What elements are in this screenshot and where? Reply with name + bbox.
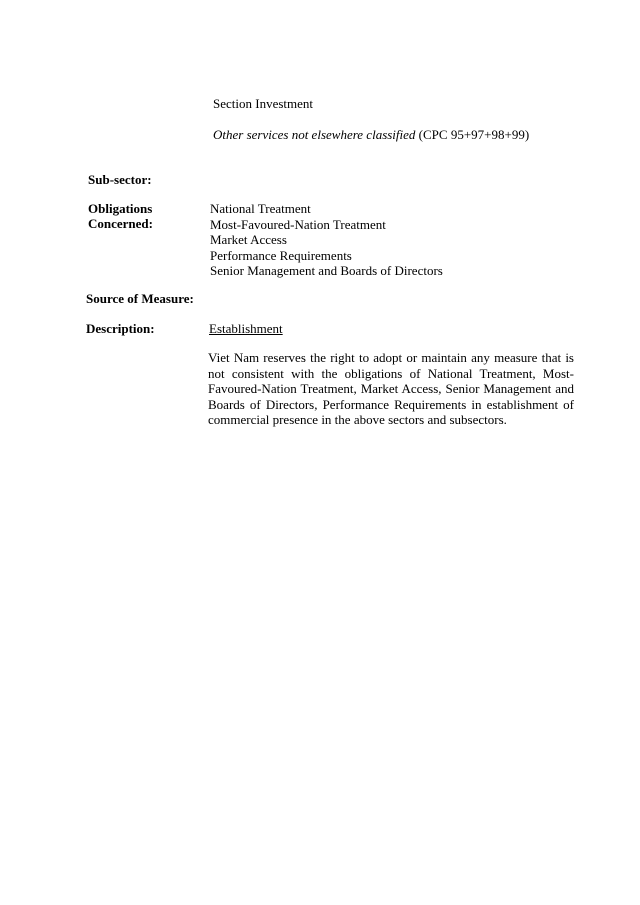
obligation-item: Market Access — [210, 232, 287, 247]
section-title: Section Investment — [213, 96, 314, 111]
obligations-list — [210, 201, 443, 279]
obligation-item: Performance Requirements — [210, 247, 352, 263]
description-paragraph: Viet Nam reserves the right to adopt or maintain any measure that is not consistent with the obligations of National Treatment, Most-Favoured-Nation Treatment, Market Access, Senior Management and Boards of Directors, Performance Requirements in establishment of commercial presence in the above sectors and subsectors. — [208, 350, 574, 427]
obligations-label-line2: Concerned: — [88, 216, 153, 231]
obligation-item: National Treatment — [210, 201, 311, 216]
obligation-item: Most-Favoured-Nation Treatment — [210, 216, 386, 232]
sub-sector-label: Sub-sector: — [88, 172, 152, 187]
services-name: Other services not elsewhere classified — [213, 127, 416, 142]
services-cpc: (CPC 95+97+98+99) — [415, 127, 530, 142]
obligation-item: Senior Management and Boards of Directors — [210, 263, 443, 278]
obligations-label-line1: Obligations — [88, 201, 153, 216]
establishment-heading: Establishment — [209, 321, 283, 336]
description-label: Description: — [86, 321, 155, 336]
services-line — [213, 127, 529, 142]
source-of-measure-label: Source of Measure: — [86, 291, 194, 306]
